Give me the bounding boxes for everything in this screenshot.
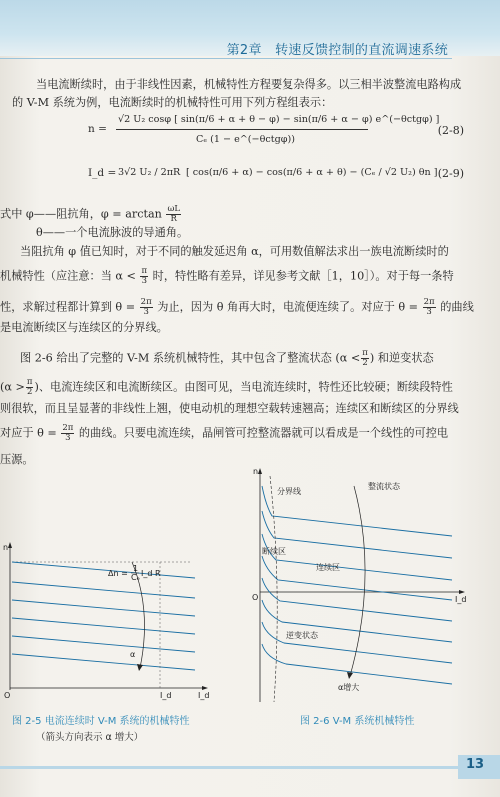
paragraph-line: 图 2-6 给出了完整的 V-M 系统机械特性，其中包含了整流状态 (α < $\frac{\pi}{2}$ ) 和逆变状态 <box>20 348 434 368</box>
fraction: $\frac{2\pi}{3}$ <box>140 297 152 317</box>
fig26-label-discontinuous: 断续区 <box>262 547 286 556</box>
equation-2-9-number: (2-9) <box>437 167 464 180</box>
arrow-icon <box>8 542 12 548</box>
figure-2-6 <box>252 466 467 711</box>
fig25-dn-label: Δn = <box>108 569 128 578</box>
fig26-curve <box>262 534 452 580</box>
figure-2-5-caption: 图 2-5 电流连续时 V-M 系统的机械特性 <box>12 716 190 727</box>
fig26-curve <box>262 644 452 684</box>
fig25-alpha-label: α <box>130 650 136 659</box>
fig26-label-boundary: 分界线 <box>277 487 301 496</box>
chapter-title: 转速反馈控制的直流调速系统 <box>275 43 448 58</box>
equation-2-9-lhs: I_d = <box>88 167 117 179</box>
arrow-icon <box>202 686 208 690</box>
fig26-label-rectify: 整流状态 <box>368 482 400 491</box>
paragraph-line: 机械特性（应注意：当 α < $\frac{\pi}{3}$ 时，特性略有差异，详见参考文献［1，10］）。对于每一条特 <box>0 266 454 286</box>
footer-bar <box>0 766 458 769</box>
paragraph-line: 性，求解过程都计算到 θ = $\frac{2\pi}{3}$ 为止，因为 θ 角再大时，电流便连续了。对应于 θ = $\frac{2\pi}{3}$ 的曲线 <box>0 297 474 317</box>
paragraph-line: 当阻抗角 φ 值已知时，对于不同的触发延迟角 α，可用数值解法求出一族电流断续时的 <box>20 245 449 258</box>
equation-2-8-fraction-bar <box>116 129 368 130</box>
figure-2-5 <box>0 540 220 715</box>
fig25-curve <box>12 618 195 634</box>
arrow-icon <box>347 672 353 679</box>
arrow-icon <box>258 468 262 474</box>
fig25-dn-frac-num: 1 <box>133 564 139 573</box>
fraction: $\frac{2\pi}{3}$ <box>423 297 435 317</box>
fig26-label-continuous: 连续区 <box>316 563 340 572</box>
fig25-curve <box>12 654 195 670</box>
fig25-dn-tail: I_d R <box>141 569 161 578</box>
fig25-curve <box>12 562 195 578</box>
page-number: 13 <box>466 757 485 772</box>
fraction: $\frac{2\pi}{3}$ <box>62 423 74 443</box>
chapter-number: 第2章 <box>226 43 262 58</box>
fig26-label-alpha-up: α增大 <box>338 683 360 692</box>
fig26-curve <box>262 622 452 663</box>
fig26-origin-label: O <box>252 593 259 602</box>
paragraph-line: 的 V-M 系统为例，电流断续时的机械特性可用下列方程组表示： <box>12 96 333 109</box>
paragraph-line: 压源。 <box>0 453 34 466</box>
header-divider <box>0 58 452 59</box>
fraction: $\frac{\pi}{3}$ <box>141 266 148 286</box>
fig25-curve <box>12 600 195 616</box>
fraction: $\frac{\omega L}{R}$ <box>167 204 181 224</box>
paragraph-line: 当电流断续时，由于非线性因素，机械特性方程要复杂得多。以三相半波整流电路构成 <box>36 78 462 91</box>
where-clause: 式中 φ——阻抗角，φ = arctan $\frac{\omega L}{R}$ <box>0 204 181 224</box>
equation-2-8-number: (2-8) <box>437 124 464 137</box>
fig25-axis-n-label: n <box>3 543 9 552</box>
fig26-axis-id-label: I_d <box>455 595 467 604</box>
paragraph-line: 对应于 θ = $\frac{2\pi}{3}$ 的曲线。只要电流连续，晶闸管可控整流器就可以看成是一个线性的可控电 <box>0 423 449 443</box>
fig25-id-mark: I_d <box>160 691 172 700</box>
paragraph-line: 是电流断续区与连续区的分界线。 <box>0 321 168 334</box>
fraction: $\frac{\pi}{2}$ <box>26 377 33 397</box>
arrow-icon <box>137 664 143 671</box>
fig26-alpha-arc <box>350 486 365 676</box>
fig25-axis-id-label: I_d <box>198 691 210 700</box>
equation-2-8-denominator: Cₑ (1 − e^(−θctgφ)) <box>196 134 295 145</box>
equation-2-9-body: [ cos(π/6 + α) − cos(π/6 + α + θ) − (Cₑ / √2 U₂) θn ] <box>186 167 438 178</box>
fig25-origin-label: O <box>4 691 11 700</box>
fig25-curve <box>12 636 195 652</box>
chapter-header <box>227 39 448 58</box>
equation-2-9-coefficient: 3√2 U₂ / 2πR <box>118 167 181 178</box>
fig26-curve <box>262 578 452 621</box>
arrow-icon <box>459 590 465 594</box>
fig25-curve <box>12 582 195 598</box>
figure-2-6-caption: 图 2-6 V-M 系统机械特性 <box>300 716 415 727</box>
fig26-label-invert: 逆变状态 <box>286 631 318 640</box>
equation-2-8-lhs: n = <box>88 123 107 135</box>
fig26-curve <box>262 556 452 600</box>
equation-2-8-numerator: √2 U₂ cosφ [ sin(π/6 + α + θ − φ) − sin(π/6 + α − φ) e^(−θctgφ) ] <box>118 114 440 125</box>
figure-2-5-caption-note: （箭头方向表示 α 增大） <box>36 732 144 743</box>
paragraph-line: (α > $\frac{\pi}{2}$ )、电流连续区和电流断续区。由图可见，当电流连续时，特性还比较硬；断续段特性 <box>0 377 453 397</box>
where-clause-theta: θ——一个电流脉波的导通角。 <box>36 226 189 239</box>
fraction: $\frac{\pi}{2}$ <box>362 348 368 368</box>
fig25-dn-frac-den: Cₑ <box>131 573 140 582</box>
fig26-axis-n-label: n <box>253 467 259 476</box>
paragraph-line: 则很软，而且呈显著的非线性上翘，使电动机的理想空载转速翘高；连续区和断续区的分界线 <box>0 402 459 415</box>
fig26-boundary-line <box>270 476 277 702</box>
